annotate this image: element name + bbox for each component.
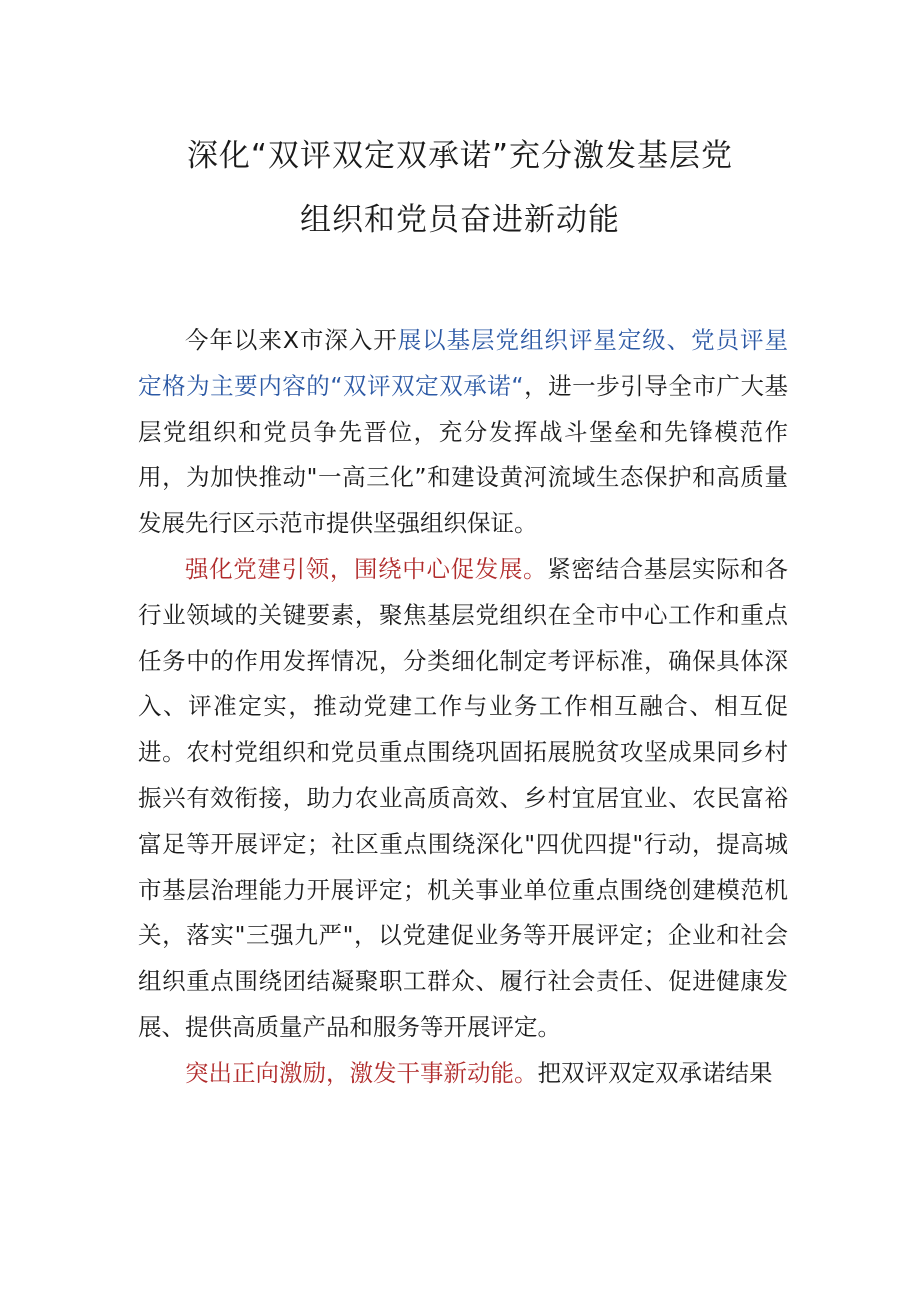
document-title: [120, 124, 800, 252]
intro-text-start: 今年以来X市深入开: [185, 326, 398, 354]
section-2-heading: 突出正向激励，激发干事新动能。: [185, 1058, 538, 1087]
intro-highlight-text: 展以基层党组织评星定级、党员评星定格为主要内容的“双评双定双承诺“: [138, 326, 788, 400]
title-line-1: 深化“双评双定双承诺”充分激发基层党: [186, 138, 734, 174]
paragraph-section-2: [138, 1051, 788, 1097]
title-line-2: 组织和党员奋进新动能: [300, 202, 620, 238]
paragraph-section-1: [138, 547, 788, 1051]
section-1-heading: 强化党建引领，围绕中心促发展。: [185, 554, 548, 583]
paragraph-intro: [138, 318, 788, 547]
section-1-text: 紧密结合基层实际和各行业领域的关键要素，聚焦基层党组织在全市中心工作和重点任务中的作用发挥情况，分类细化制定考评标准，确保具体深入、评准定实，推动党建工作与业务工作相互融合、相互促进。农村党组织和党员重点围绕巩固拓展脱贫攻坚成果同乡村振兴有效衔接，助力农业高质高效、乡村宜居宜业、农民富裕富足等开展评定；社区重点围绕深化"四优四提"行动，提高城市基层治理能力开展评定；机关事业单位重点围绕创建模范机关，落实"三强九严"，以党建促业务等开展评定；企业和社会组织重点围绕团结凝聚职工群众、履行社会责任、促进健康发展、提供高质量产品和服务等开展评定。: [138, 554, 788, 1041]
intro-text-end: ，进一步引导全市广大基层党组织和党员争先晋位，充分发挥战斗堡垒和先锋模范作用，为加快推动"一高三化”和建设黄河流域生态保护和高质量发展先行区示范市提供坚强组织保证。: [138, 371, 788, 538]
section-2-text: 把双评双定双承诺结果: [537, 1058, 773, 1087]
document-body: [138, 318, 788, 1097]
